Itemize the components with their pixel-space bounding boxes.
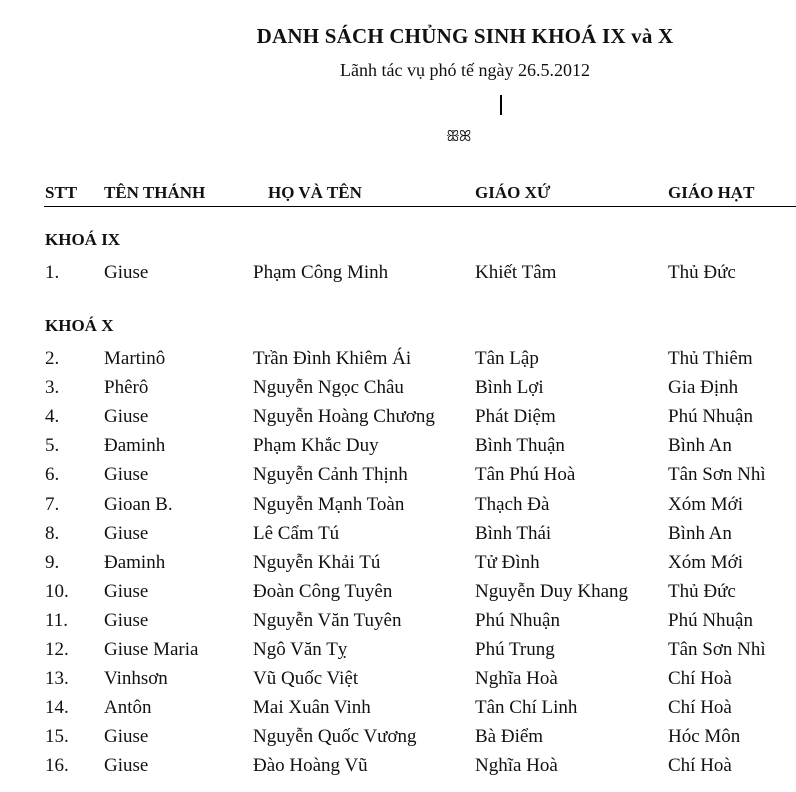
cell-stt: 11. xyxy=(45,609,69,631)
cell-giao-xu: Nguyễn Duy Khang xyxy=(475,580,629,602)
header-stt: STT xyxy=(45,183,78,202)
cell-ho-ten: Nguyễn Hoàng Chương xyxy=(253,406,435,428)
table-row xyxy=(0,639,796,668)
cell-ho-ten: Phạm Khắc Duy xyxy=(253,435,379,457)
cell-giao-hat: Tân Sơn Nhì xyxy=(668,464,766,486)
text-cursor xyxy=(500,95,502,115)
header-ten-thanh: TÊN THÁNH xyxy=(104,183,206,202)
table-row xyxy=(0,406,796,435)
cell-giao-xu: Tân Phú Hoà xyxy=(475,464,576,486)
cell-giao-xu: Bà Điểm xyxy=(475,726,544,748)
cell-ho-ten: Lê Cẩm Tú xyxy=(253,522,340,544)
cell-giao-xu: Nghĩa Hoà xyxy=(475,755,558,777)
cell-stt: 2. xyxy=(45,348,60,369)
cell-giao-xu: Nghĩa Hoà xyxy=(475,668,558,690)
header-rule xyxy=(44,206,796,207)
cell-giao-xu: Phú Nhuận xyxy=(475,609,560,631)
table-row xyxy=(0,523,796,552)
document-subtitle: Lãnh tác vụ phó tế ngày 26.5.2012 xyxy=(340,60,590,80)
header-ho-ten: HỌ VÀ TÊN xyxy=(268,183,362,202)
cell-giao-xu: Phát Diệm xyxy=(475,406,556,428)
cell-ho-ten: Phạm Công Minh xyxy=(253,262,389,283)
cell-ten-thanh: Gioan B. xyxy=(104,493,173,515)
cell-giao-xu: Bình Thuận xyxy=(475,435,565,457)
section-heading: KHOÁ IX xyxy=(45,230,121,249)
cell-giao-hat: Chí Hoà xyxy=(668,697,732,719)
cell-ho-ten: Đào Hoàng Vũ xyxy=(253,755,368,777)
cell-stt: 16. xyxy=(45,755,69,777)
cell-giao-hat: Xóm Mới xyxy=(668,551,743,573)
table-row xyxy=(0,464,796,493)
cell-giao-hat: Chí Hoà xyxy=(668,755,732,777)
table-row xyxy=(0,348,796,377)
cell-stt: 5. xyxy=(45,435,60,457)
cell-giao-xu: Bình Lợi xyxy=(475,377,544,399)
cell-ten-thanh: Giuse xyxy=(104,406,149,428)
cell-ho-ten: Nguyễn Mạnh Toàn xyxy=(253,493,405,515)
table-row xyxy=(0,435,796,464)
cell-ho-ten: Mai Xuân Vinh xyxy=(253,697,371,719)
cell-ho-ten: Nguyễn Cảnh Thịnh xyxy=(253,464,408,486)
table-row xyxy=(0,726,796,755)
cell-giao-xu: Phú Trung xyxy=(475,639,555,660)
table-row xyxy=(0,262,796,291)
cell-ten-thanh: Phêrô xyxy=(104,377,149,399)
ornament-icon: ꕥꕤ xyxy=(446,129,471,145)
cell-ho-ten: Nguyễn Quốc Vương xyxy=(253,726,417,748)
cell-giao-hat: Tân Sơn Nhì xyxy=(668,639,766,660)
cell-giao-hat: Phú Nhuận xyxy=(668,406,753,428)
cell-ten-thanh: Giuse xyxy=(104,464,149,486)
cell-stt: 8. xyxy=(45,522,60,544)
cell-giao-xu: Bình Thái xyxy=(475,522,552,544)
cell-giao-xu: Khiết Tâm xyxy=(475,262,557,283)
cell-giao-xu: Tân Chí Linh xyxy=(475,697,578,719)
cell-giao-hat: Hóc Môn xyxy=(668,726,741,748)
cell-ten-thanh: Đaminh xyxy=(104,551,166,573)
cell-giao-hat: Thủ Thiêm xyxy=(668,348,753,369)
table-row xyxy=(0,755,796,784)
cell-ten-thanh: Giuse xyxy=(104,262,149,283)
cell-stt: 13. xyxy=(45,668,69,690)
cell-giao-hat: Thủ Đức xyxy=(668,262,736,283)
document-title: DANH SÁCH CHỦNG SINH KHOÁ IX và X xyxy=(256,24,674,48)
table-row xyxy=(0,552,796,581)
cell-giao-xu: Thạch Đà xyxy=(475,493,550,515)
table-row xyxy=(0,581,796,610)
cell-stt: 12. xyxy=(45,639,69,660)
table-row xyxy=(0,697,796,726)
cell-stt: 10. xyxy=(45,580,69,602)
cell-stt: 1. xyxy=(45,262,60,283)
cell-ho-ten: Trần Đình Khiêm Ái xyxy=(253,348,412,369)
cell-giao-hat: Gia Định xyxy=(668,377,739,399)
cell-giao-hat: Thủ Đức xyxy=(668,580,736,602)
cell-stt: 14. xyxy=(45,697,69,719)
cell-ho-ten: Nguyễn Văn Tuyên xyxy=(253,609,402,631)
cell-ho-ten: Nguyễn Ngọc Châu xyxy=(253,377,404,399)
cell-stt: 4. xyxy=(45,406,60,428)
cell-stt: 3. xyxy=(45,377,60,399)
cell-ho-ten: Ngô Văn Tỵ xyxy=(253,639,348,660)
cell-giao-hat: Phú Nhuận xyxy=(668,609,753,631)
cell-giao-hat: Xóm Mới xyxy=(668,493,743,515)
cell-ten-thanh: Martinô xyxy=(104,348,166,369)
header-giao-xu: GIÁO XỨ xyxy=(475,183,551,202)
table-row xyxy=(0,377,796,406)
cell-stt: 7. xyxy=(45,493,60,515)
cell-ten-thanh: Antôn xyxy=(104,697,152,719)
cell-ten-thanh: Giuse xyxy=(104,522,149,544)
cell-giao-hat: Bình An xyxy=(668,522,732,544)
table-row xyxy=(0,610,796,639)
header-giao-hat: GIÁO HẠT xyxy=(668,183,755,202)
cell-ho-ten: Đoàn Công Tuyên xyxy=(253,580,393,602)
cell-giao-xu: Tử Đình xyxy=(475,551,540,573)
cell-ten-thanh: Giuse xyxy=(104,609,149,631)
cell-ho-ten: Nguyễn Khải Tú xyxy=(253,551,381,573)
cell-ten-thanh: Vinhsơn xyxy=(104,668,168,690)
cell-stt: 15. xyxy=(45,726,69,748)
table-row xyxy=(0,668,796,697)
cell-ten-thanh: Đaminh xyxy=(104,435,166,457)
cell-ten-thanh: Giuse xyxy=(104,755,149,777)
cell-ten-thanh: Giuse xyxy=(104,726,149,748)
cell-stt: 6. xyxy=(45,464,60,486)
cell-stt: 9. xyxy=(45,551,60,573)
cell-ho-ten: Vũ Quốc Việt xyxy=(253,668,359,690)
cell-giao-hat: Chí Hoà xyxy=(668,668,732,690)
section-heading: KHOÁ X xyxy=(45,316,114,335)
cell-ten-thanh: Giuse xyxy=(104,580,149,602)
cell-ten-thanh: Giuse Maria xyxy=(104,639,199,660)
table-row xyxy=(0,494,796,523)
cell-giao-xu: Tân Lập xyxy=(475,348,539,369)
cell-giao-hat: Bình An xyxy=(668,435,732,457)
